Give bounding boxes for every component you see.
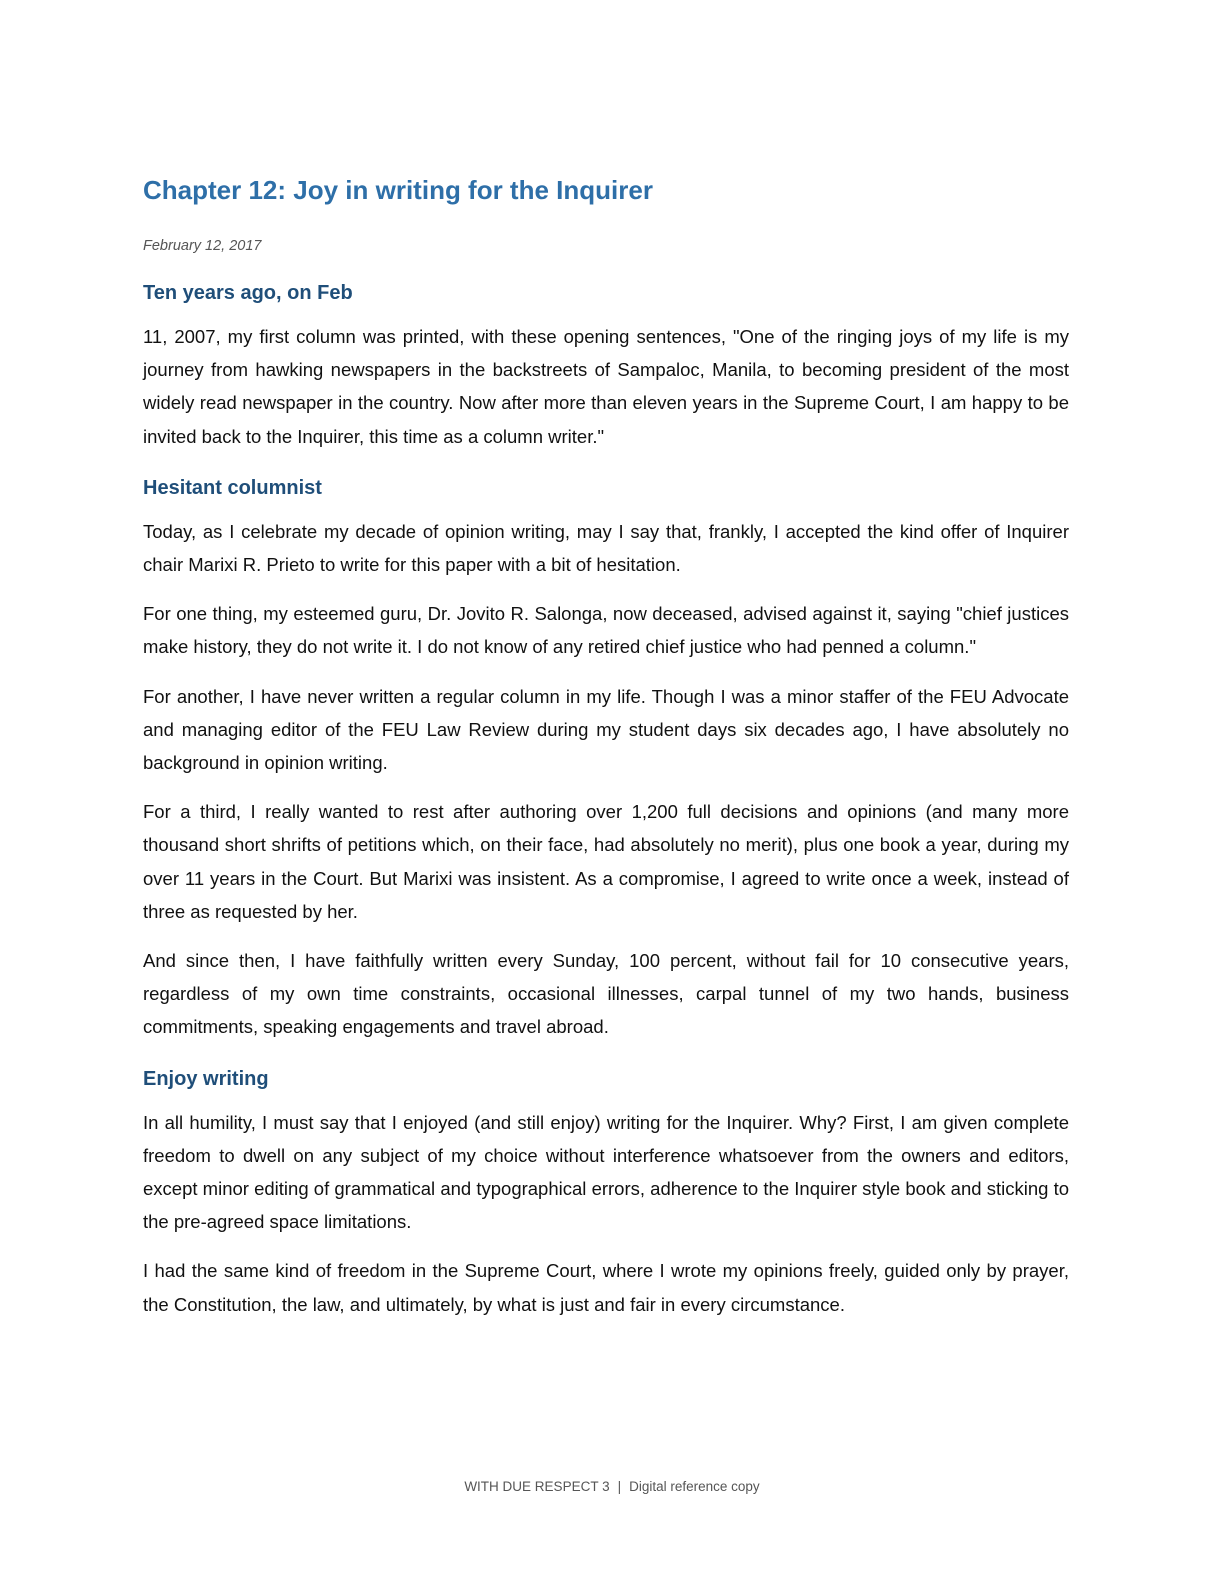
paragraph: For a third, I really wanted to rest after authoring over 1,200 full decisions and opinions (and many more thousand short shrifts of petitions which, on their face, had absolutely no merit), plus one book a year, during my over 11 years in the Court. But Marixi was insistent. As a compromise, I agreed to write once a week, instead of three as requested by her.	[143, 801, 1069, 922]
section-heading: Ten years ago, on Feb	[143, 282, 353, 304]
chapter-title: Chapter 12: Joy in writing for the Inquirer	[143, 175, 653, 205]
paragraph: Today, as I celebrate my decade of opinion writing, may I say that, frankly, I accepted the kind offer of Inquirer chair Marixi R. Prieto to write for this paper with a bit of hesitation.	[143, 520, 1069, 576]
paragraph: For one thing, my esteemed guru, Dr. Jovito R. Salonga, now deceased, advised against it, saying "chief justices make history, they do not write it. I do not know of any retired chief justice who had penned a column."	[143, 603, 1069, 658]
section-hesitant-columnist	[143, 473, 1069, 1044]
paragraph: And since then, I have faithfully written every Sunday, 100 percent, without fail for 10 consecutive years, regardless of my own time constraints, occasional illnesses, carpal tunnel of my two hands, business commitments, speaking engagements and travel abroad.	[143, 950, 1069, 1038]
section-heading: Enjoy writing	[143, 1067, 269, 1090]
paragraph: For another, I have never written a regular column in my life. Though I was a minor staffer of the FEU Advocate and managing editor of the FEU Law Review during my student days six decades ago, I have absolutely no background in opinion writing.	[143, 685, 1069, 774]
footer-note: Digital reference copy	[629, 1479, 760, 1494]
footer-separator: |	[617, 1479, 622, 1494]
section-enjoy-writing	[143, 1064, 1069, 1321]
paragraph: I had the same kind of freedom in the Supreme Court, where I wrote my opinions freely, guided only by prayer, the Constitution, the law, and ultimately, by what is just and fair in every circumstance.	[143, 1260, 1069, 1315]
publication-date: February 12, 2017	[143, 238, 262, 254]
section-heading: Hesitant columnist	[143, 476, 322, 499]
paragraph: 11, 2007, my first column was printed, with these opening sentences, "One of the ringing joys of my life is my journey from hawking newspapers in the backstreets of Sampaloc, Manila, to becoming president of the most widely read newspaper in the country. Now after more than eleven years in the Supreme Court, I am happy to be invited back to the Inquirer, this time as a column writer."	[143, 326, 1069, 447]
paragraph: In all humility, I must say that I enjoyed (and still enjoy) writing for the Inquirer. Why? First, I am given complete freedom to dwell on any subject of my choice without interference whatsoever from the owners and editors, except minor editing of grammatical and typographical errors, adherence to the Inquirer style book and sticking to the pre-agreed space limitations.	[143, 1111, 1069, 1233]
document-page	[143, 170, 1069, 1337]
footer-book-title: WITH DUE RESPECT 3	[464, 1479, 610, 1494]
section-ten-years-ago	[143, 278, 1069, 453]
page-footer	[0, 1479, 1224, 1494]
